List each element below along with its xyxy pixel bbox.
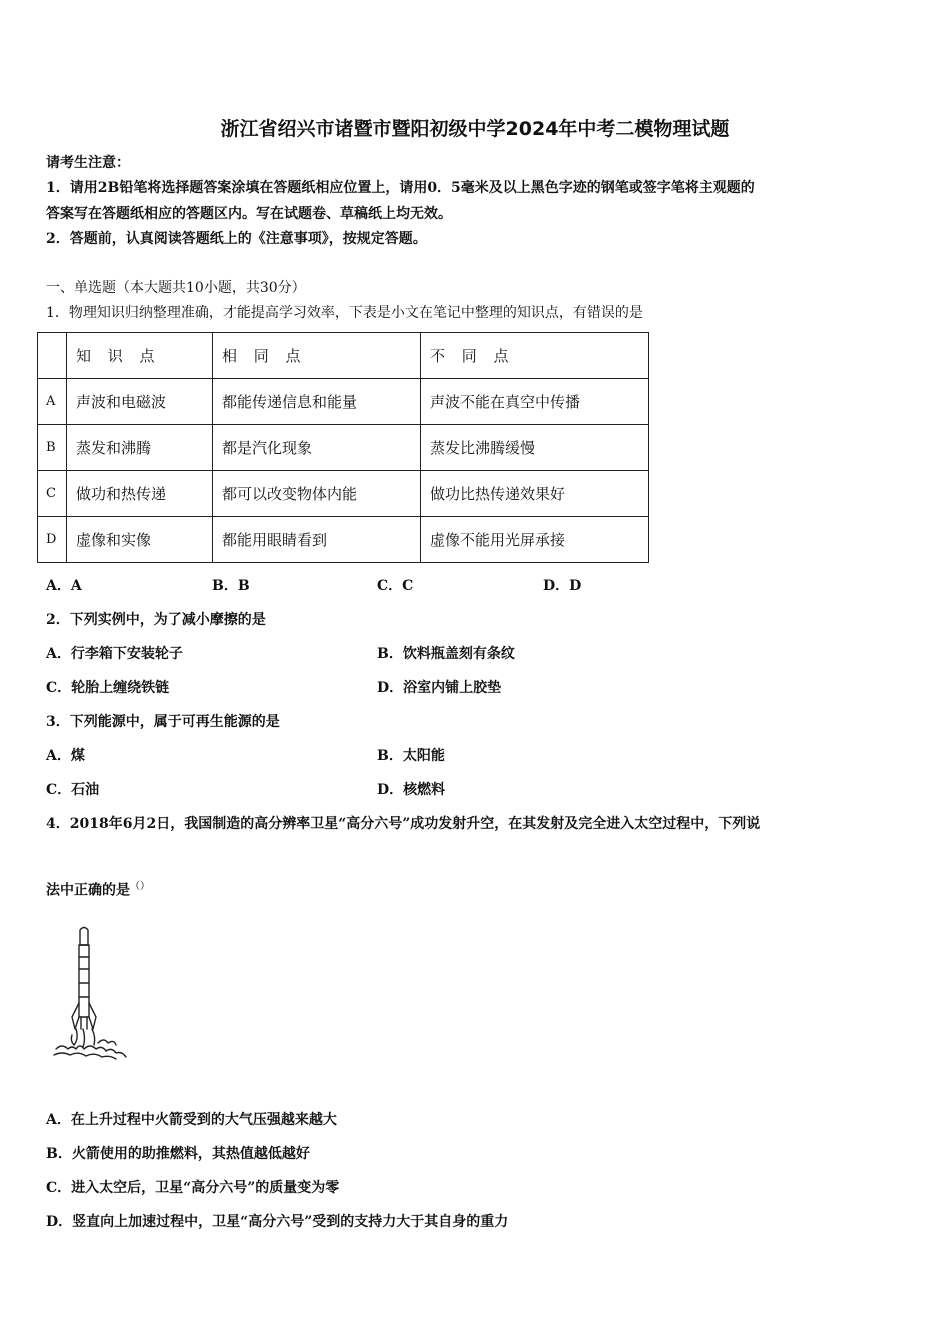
table-header-cell: 不 同 点 xyxy=(421,333,649,379)
table-cell: 都能传递信息和能量 xyxy=(213,379,421,425)
answer-option[interactable]: C．轮胎上缠绕铁链 xyxy=(46,680,170,696)
answer-option[interactable]: A．在上升过程中火箭受到的大气压强越来越大 xyxy=(46,1112,337,1128)
table-header-cell xyxy=(38,333,67,379)
table-header-cell: 相 同 点 xyxy=(213,333,421,379)
knowledge-table xyxy=(37,332,649,563)
answer-option[interactable]: A．行李箱下安装轮子 xyxy=(46,646,183,662)
answer-option[interactable]: D．竖直向上加速过程中，卫星“高分六号”受到的支持力大于其自身的重力 xyxy=(46,1214,509,1230)
answer-option[interactable]: B．太阳能 xyxy=(377,748,445,764)
notice-heading: 请考生注意： xyxy=(46,155,130,171)
table-cell: 做功和热传递 xyxy=(67,471,213,517)
question-4-stem-text: 法中正确的是 xyxy=(46,882,130,899)
table-cell: 都可以改变物体内能 xyxy=(213,471,421,517)
answer-option[interactable]: B．B xyxy=(212,578,250,594)
answer-option[interactable]: C．C xyxy=(377,578,414,594)
answer-option[interactable]: C．进入太空后，卫星“高分六号”的质量变为零 xyxy=(46,1180,340,1196)
question-3-stem: 3．下列能源中，属于可再生能源的是 xyxy=(46,714,280,730)
notice-item: 1．请用2B铅笔将选择题答案涂填在答题纸相应位置上，请用0．5毫米及以上黑色字迹的钢笔或签字笔将主观题的 xyxy=(46,180,755,196)
table-cell: 声波和电磁波 xyxy=(67,379,213,425)
question-4-stem: 4．2018年6月2日，我国制造的高分辨率卫星“高分六号”成功发射升空，在其发射及完全进入太空过程中，下列说 xyxy=(46,816,761,832)
notice-item: 答案写在答题纸相应的答题区内。写在试题卷、草稿纸上均无效。 xyxy=(46,206,452,222)
answer-option[interactable]: A．A xyxy=(46,578,82,594)
table-cell: 做功比热传递效果好 xyxy=(421,471,649,517)
table-row xyxy=(38,471,649,517)
table-cell: C xyxy=(38,471,67,517)
table-cell: 蒸发比沸腾缓慢 xyxy=(421,425,649,471)
question-1-stem: 1．物理知识归纳整理准确，才能提高学习效率，下表是小文在笔记中整理的知识点，有错误的是 xyxy=(46,305,643,321)
table-row xyxy=(38,379,649,425)
answer-option[interactable]: D．浴室内铺上胶垫 xyxy=(377,680,502,696)
table-cell: 声波不能在真空中传播 xyxy=(421,379,649,425)
table-header-row xyxy=(38,333,649,379)
table-cell: B xyxy=(38,425,67,471)
answer-bracket: （） xyxy=(130,881,150,892)
answer-option[interactable]: B．火箭使用的助推燃料，其热值越低越好 xyxy=(46,1146,310,1162)
question-2-stem: 2．下列实例中，为了减小摩擦的是 xyxy=(46,612,266,628)
answer-option[interactable]: C．石油 xyxy=(46,782,100,798)
notice-item: 2．答题前，认真阅读答题纸上的《注意事项》，按规定答题。 xyxy=(46,231,427,247)
answer-option[interactable]: A．煤 xyxy=(46,748,85,764)
table-cell: 虚像和实像 xyxy=(67,517,213,563)
table-cell: 都能用眼睛看到 xyxy=(213,517,421,563)
table-cell: A xyxy=(38,379,67,425)
answer-option[interactable]: D．核燃料 xyxy=(377,782,446,798)
answer-option[interactable]: D．D xyxy=(543,578,582,594)
rocket-illustration xyxy=(50,925,130,1065)
table-cell: 虚像不能用光屏承接 xyxy=(421,517,649,563)
question-4-stem-cont xyxy=(46,877,150,900)
answer-option[interactable]: B．饮料瓶盖刻有条纹 xyxy=(377,646,515,662)
table-row xyxy=(38,425,649,471)
table-cell: 都是汽化现象 xyxy=(213,425,421,471)
page-title: 浙江省绍兴市诸暨市暨阳初级中学2024年中考二模物理试题 xyxy=(220,118,730,140)
table-cell: D xyxy=(38,517,67,563)
table-header-cell: 知 识 点 xyxy=(67,333,213,379)
table-row xyxy=(38,517,649,563)
section-heading: 一、单选题（本大题共10小题，共30分） xyxy=(46,280,306,296)
table-cell: 蒸发和沸腾 xyxy=(67,425,213,471)
